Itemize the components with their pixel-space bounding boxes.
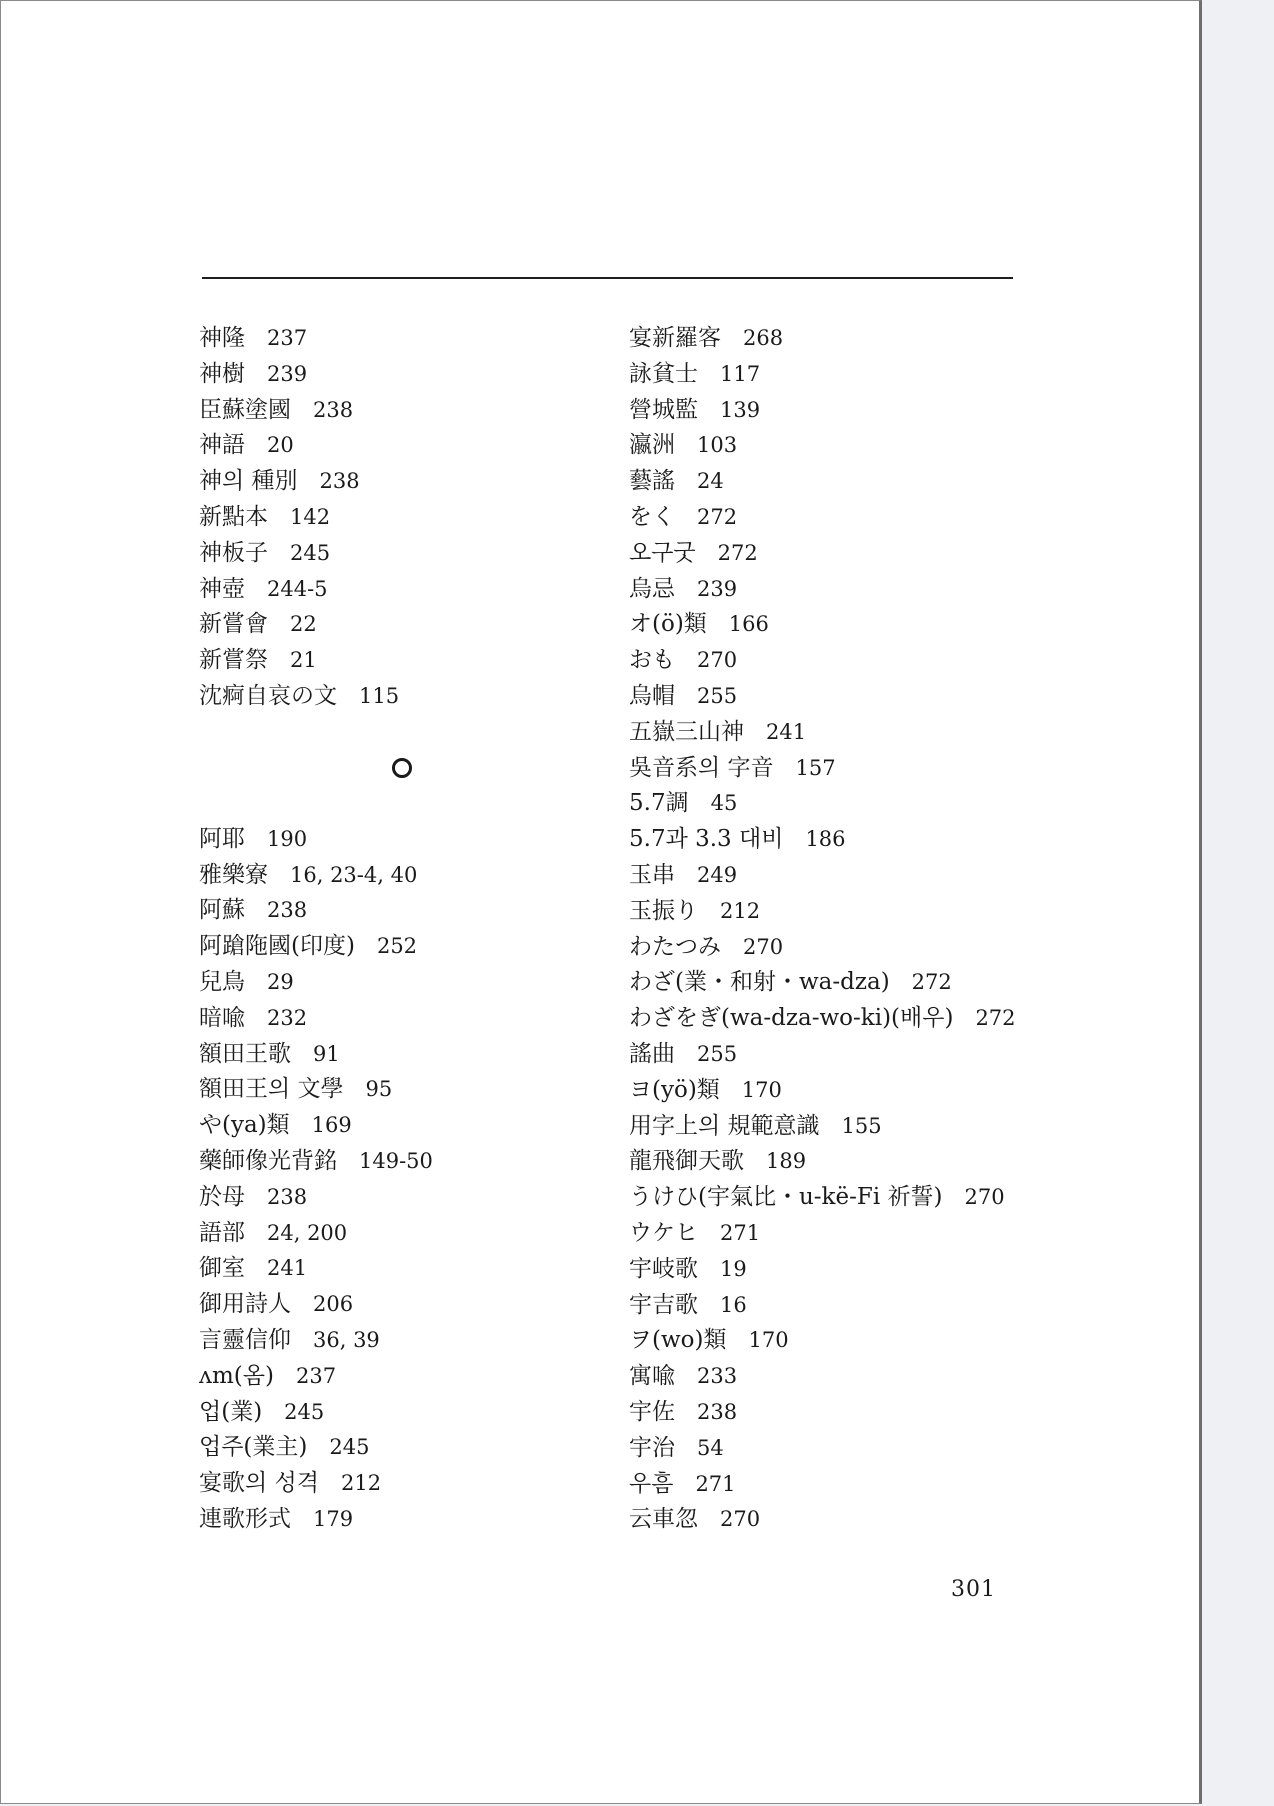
index-term: 宇岐歌 bbox=[629, 1255, 698, 1282]
section-heading-row bbox=[199, 715, 433, 822]
index-entry bbox=[199, 679, 433, 715]
index-term: 五嶽三山神 bbox=[629, 718, 744, 745]
index-page-refs: 189 bbox=[766, 1149, 807, 1174]
index-page-refs: 179 bbox=[313, 1506, 354, 1531]
index-page-refs: 270 bbox=[720, 1507, 761, 1532]
index-entry bbox=[629, 715, 1016, 751]
index-page-refs: 270 bbox=[964, 1185, 1005, 1210]
index-page-refs: 238 bbox=[313, 397, 354, 422]
index-page-refs: 270 bbox=[743, 934, 784, 959]
index-term: 謠曲 bbox=[629, 1040, 675, 1067]
index-term: 御室 bbox=[199, 1255, 245, 1282]
index-entry bbox=[199, 428, 433, 464]
index-term: 臣蘇塗國 bbox=[199, 396, 291, 423]
index-entry bbox=[629, 393, 1016, 429]
index-page-refs: 241 bbox=[766, 719, 807, 744]
index-term: 吳音系의 字音 bbox=[629, 754, 774, 781]
index-term: 5.7과 3.3 대비 bbox=[629, 826, 784, 853]
index-entry bbox=[199, 929, 433, 965]
index-page-refs: 21 bbox=[290, 648, 317, 673]
index-entry bbox=[199, 858, 433, 894]
index-entry bbox=[199, 822, 433, 858]
index-term: 阿耶 bbox=[199, 825, 245, 852]
index-term: 云車忽 bbox=[629, 1506, 698, 1533]
index-term: 宇治 bbox=[629, 1434, 675, 1461]
index-term: 新嘗會 bbox=[199, 611, 268, 638]
index-page-refs: 139 bbox=[720, 397, 761, 422]
index-page-refs: 190 bbox=[267, 826, 308, 851]
index-entry bbox=[629, 858, 1016, 894]
index-page-refs: 272 bbox=[911, 970, 952, 995]
index-page-refs: 19 bbox=[720, 1256, 747, 1281]
index-entry bbox=[629, 1395, 1016, 1431]
index-entry bbox=[629, 1073, 1016, 1109]
index-entry bbox=[629, 357, 1016, 393]
index-term: 烏帽 bbox=[629, 682, 675, 709]
index-page-refs: 270 bbox=[697, 648, 738, 673]
index-entry bbox=[629, 786, 1016, 822]
index-page-refs: 157 bbox=[795, 755, 836, 780]
index-entry bbox=[629, 894, 1016, 930]
index-page-refs: 238 bbox=[697, 1399, 738, 1424]
index-entry bbox=[629, 930, 1016, 966]
index-term: わざをぎ(wa-dza-wo-ki)(배우) bbox=[629, 1005, 954, 1032]
index-entry bbox=[199, 1144, 433, 1180]
index-term: 宴歌의 성격 bbox=[199, 1470, 319, 1497]
index-entry bbox=[629, 1144, 1016, 1180]
index-term: 雅樂寮 bbox=[199, 861, 268, 888]
index-page-refs: 245 bbox=[284, 1399, 325, 1424]
index-page-refs: 252 bbox=[376, 934, 418, 959]
index-term: ヲ(wo)類 bbox=[629, 1327, 727, 1354]
index-term: 暗喩 bbox=[199, 1004, 245, 1031]
index-page-refs: 91 bbox=[313, 1041, 340, 1066]
index-term: 額田王歌 bbox=[199, 1040, 291, 1067]
index-term: や(ya)類 bbox=[199, 1112, 290, 1139]
index-entry bbox=[629, 1502, 1016, 1538]
index-entry bbox=[199, 607, 433, 643]
index-term: 語部 bbox=[199, 1219, 245, 1246]
index-entry bbox=[199, 1037, 433, 1073]
index-page-refs: 233 bbox=[697, 1364, 738, 1389]
index-entry bbox=[199, 1287, 433, 1323]
index-entry bbox=[199, 1072, 433, 1108]
index-page-refs: 103 bbox=[697, 433, 738, 458]
index-page-refs: 20 bbox=[267, 433, 294, 458]
index-page-refs: 16, 23-4, 40 bbox=[290, 862, 418, 887]
index-term: 오구굿 bbox=[629, 539, 696, 566]
index-page-refs: 45 bbox=[710, 791, 738, 816]
index-term: 阿蘇 bbox=[199, 897, 245, 924]
index-entry bbox=[629, 1037, 1016, 1073]
index-entry bbox=[199, 965, 433, 1001]
index-entry bbox=[629, 679, 1016, 715]
page-number: 301 bbox=[951, 1577, 996, 1602]
index-page-refs: 22 bbox=[290, 612, 317, 637]
index-page-refs: 245 bbox=[329, 1435, 370, 1460]
index-page-refs: 95 bbox=[365, 1077, 393, 1102]
index-term: 神壺 bbox=[199, 575, 245, 602]
index-term: 寓喩 bbox=[629, 1363, 675, 1390]
index-entry bbox=[199, 1001, 433, 1037]
index-entry bbox=[629, 1359, 1016, 1395]
index-entry bbox=[629, 607, 1016, 643]
index-entry bbox=[629, 822, 1016, 858]
index-entry bbox=[629, 1216, 1016, 1252]
index-page-refs: 115 bbox=[359, 683, 400, 708]
index-entry bbox=[629, 1001, 1016, 1037]
index-page-refs: 237 bbox=[295, 1363, 337, 1388]
index-page-refs: 272 bbox=[717, 540, 758, 565]
index-page-refs: 237 bbox=[267, 326, 308, 350]
index-entry bbox=[629, 321, 1016, 357]
index-page-refs: 238 bbox=[319, 469, 360, 494]
index-term: 宇佐 bbox=[629, 1398, 675, 1425]
index-term: 阿蹌陁國(印度) bbox=[199, 933, 355, 960]
index-entry bbox=[629, 1288, 1016, 1324]
index-page-refs: 249 bbox=[697, 862, 738, 887]
index-term: 於母 bbox=[199, 1183, 245, 1210]
index-entry bbox=[629, 751, 1016, 787]
index-page-refs: 272 bbox=[975, 1006, 1016, 1031]
index-term: 營城監 bbox=[629, 396, 698, 423]
index-page-refs: 170 bbox=[741, 1077, 782, 1102]
index-term: 言靈信仰 bbox=[199, 1326, 291, 1353]
index-entry bbox=[199, 643, 433, 679]
index-entry bbox=[629, 1323, 1016, 1359]
index-entry bbox=[199, 464, 433, 500]
index-term: 玉串 bbox=[629, 861, 675, 888]
index-term: わざ(業・和射・wa-dza) bbox=[629, 969, 890, 996]
index-term: ʌm(옴) bbox=[199, 1362, 274, 1389]
index-entry bbox=[629, 1180, 1016, 1216]
index-entry bbox=[199, 572, 433, 608]
index-term: ヨ(yö)類 bbox=[629, 1076, 720, 1103]
index-entry bbox=[199, 1466, 433, 1502]
index-term: 업(業) bbox=[199, 1398, 263, 1425]
index-entry bbox=[199, 1395, 433, 1431]
index-term: 詠貧士 bbox=[629, 360, 698, 387]
index-term: 우흠 bbox=[629, 1470, 674, 1497]
index-entry bbox=[629, 572, 1016, 608]
index-entry bbox=[629, 1431, 1016, 1467]
index-entry bbox=[199, 1430, 433, 1466]
index-column-right bbox=[629, 321, 1016, 1538]
index-page-refs: 36, 39 bbox=[313, 1327, 380, 1352]
index-entry bbox=[199, 893, 433, 929]
index-page-refs: 170 bbox=[748, 1328, 789, 1353]
index-entry bbox=[629, 1467, 1016, 1503]
index-page-refs: 29 bbox=[267, 969, 294, 994]
index-entry bbox=[629, 643, 1016, 679]
index-term: 連歌形式 bbox=[199, 1505, 291, 1532]
index-page-refs: 239 bbox=[697, 576, 738, 601]
index-page-refs: 244-5 bbox=[267, 576, 328, 601]
index-page-refs: 272 bbox=[697, 504, 738, 529]
header-rule bbox=[202, 277, 1013, 279]
index-page-refs: 117 bbox=[720, 361, 761, 386]
index-entry bbox=[629, 536, 1016, 572]
index-entry bbox=[629, 965, 1016, 1001]
index-term: 沈痾自哀の文 bbox=[199, 682, 337, 709]
index-term: 神의 種別 bbox=[199, 468, 298, 495]
index-page-refs: 255 bbox=[697, 1041, 738, 1066]
index-page-refs: 16 bbox=[720, 1292, 747, 1317]
index-page-refs: 241 bbox=[267, 1256, 308, 1281]
index-entry bbox=[199, 1180, 433, 1216]
index-page-refs: 169 bbox=[311, 1113, 352, 1138]
index-term: 藝謠 bbox=[629, 468, 675, 495]
index-page-refs: 206 bbox=[313, 1292, 354, 1317]
index-term: 用字上의 規範意識 bbox=[629, 1112, 820, 1139]
index-term: 宇吉歌 bbox=[629, 1291, 698, 1318]
index-page-refs: 166 bbox=[728, 612, 769, 637]
index-entry bbox=[199, 1359, 433, 1395]
index-entry bbox=[629, 1252, 1016, 1288]
index-page-refs: 186 bbox=[805, 827, 846, 852]
index-page-refs: 232 bbox=[267, 1005, 308, 1030]
index-term: 宴新羅客 bbox=[629, 325, 721, 351]
index-page-refs: 54 bbox=[697, 1435, 724, 1460]
index-page-refs: 268 bbox=[743, 326, 784, 350]
index-term: 神樹 bbox=[199, 360, 245, 387]
index-page-refs: 238 bbox=[267, 1184, 308, 1209]
index-entry bbox=[629, 428, 1016, 464]
index-term: 新嘗祭 bbox=[199, 647, 268, 674]
index-page-refs: 212 bbox=[720, 898, 761, 923]
section-heading-ieung bbox=[392, 758, 412, 778]
index-term: 御用詩人 bbox=[199, 1291, 291, 1318]
index-entry bbox=[199, 1108, 433, 1144]
index-entry bbox=[199, 357, 433, 393]
index-term: 龍飛御天歌 bbox=[629, 1148, 744, 1175]
index-page-refs: 271 bbox=[695, 1471, 736, 1496]
index-page-refs: 24 bbox=[697, 469, 724, 494]
index-term: オ(ö)類 bbox=[629, 611, 707, 638]
index-page-refs: 149-50 bbox=[359, 1148, 433, 1173]
index-page-refs: 238 bbox=[267, 898, 308, 923]
index-page-refs: 212 bbox=[340, 1471, 382, 1496]
index-column-left bbox=[199, 321, 433, 1538]
index-term: 藥師像光背銘 bbox=[199, 1147, 337, 1174]
index-term: 업주(業主) bbox=[199, 1434, 308, 1461]
index-entry bbox=[629, 1109, 1016, 1145]
index-entry bbox=[199, 1502, 433, 1538]
index-page-refs: 239 bbox=[267, 361, 308, 386]
index-term: 玉振り bbox=[629, 897, 698, 924]
index-term: 神板子 bbox=[199, 539, 268, 566]
index-term: 神語 bbox=[199, 432, 245, 459]
index-term: おも bbox=[629, 647, 675, 674]
index-page-refs: 24, 200 bbox=[267, 1220, 348, 1245]
index-term: ウケヒ bbox=[629, 1219, 698, 1246]
index-term: をく bbox=[629, 503, 675, 530]
index-entry bbox=[199, 500, 433, 536]
index-page-refs: 142 bbox=[290, 504, 331, 529]
index-page-refs: 155 bbox=[841, 1113, 882, 1138]
index-entry bbox=[199, 1251, 433, 1287]
index-entry bbox=[629, 500, 1016, 536]
index-term: 烏忌 bbox=[629, 575, 675, 602]
index-entry bbox=[199, 1323, 433, 1359]
index-term: 額田王의 文學 bbox=[199, 1076, 344, 1103]
index-entry bbox=[199, 536, 433, 572]
index-entry bbox=[199, 1216, 433, 1252]
index-page-refs: 271 bbox=[720, 1220, 761, 1245]
index-page-refs: 245 bbox=[290, 540, 331, 565]
index-term: 瀛洲 bbox=[629, 432, 675, 459]
index-entry bbox=[199, 321, 433, 357]
index-term: わたつみ bbox=[629, 933, 721, 960]
index-entry bbox=[199, 393, 433, 429]
index-term: うけひ(宇氣比・u-kë-Fi 祈誓) bbox=[629, 1184, 943, 1211]
index-entry bbox=[629, 464, 1016, 500]
index-page-refs: 255 bbox=[697, 683, 738, 708]
index-term: 神隆 bbox=[199, 325, 245, 351]
index-term: 新點本 bbox=[199, 503, 268, 530]
index-term: 兒鳥 bbox=[199, 968, 245, 995]
index-term: 5.7調 bbox=[629, 790, 689, 817]
